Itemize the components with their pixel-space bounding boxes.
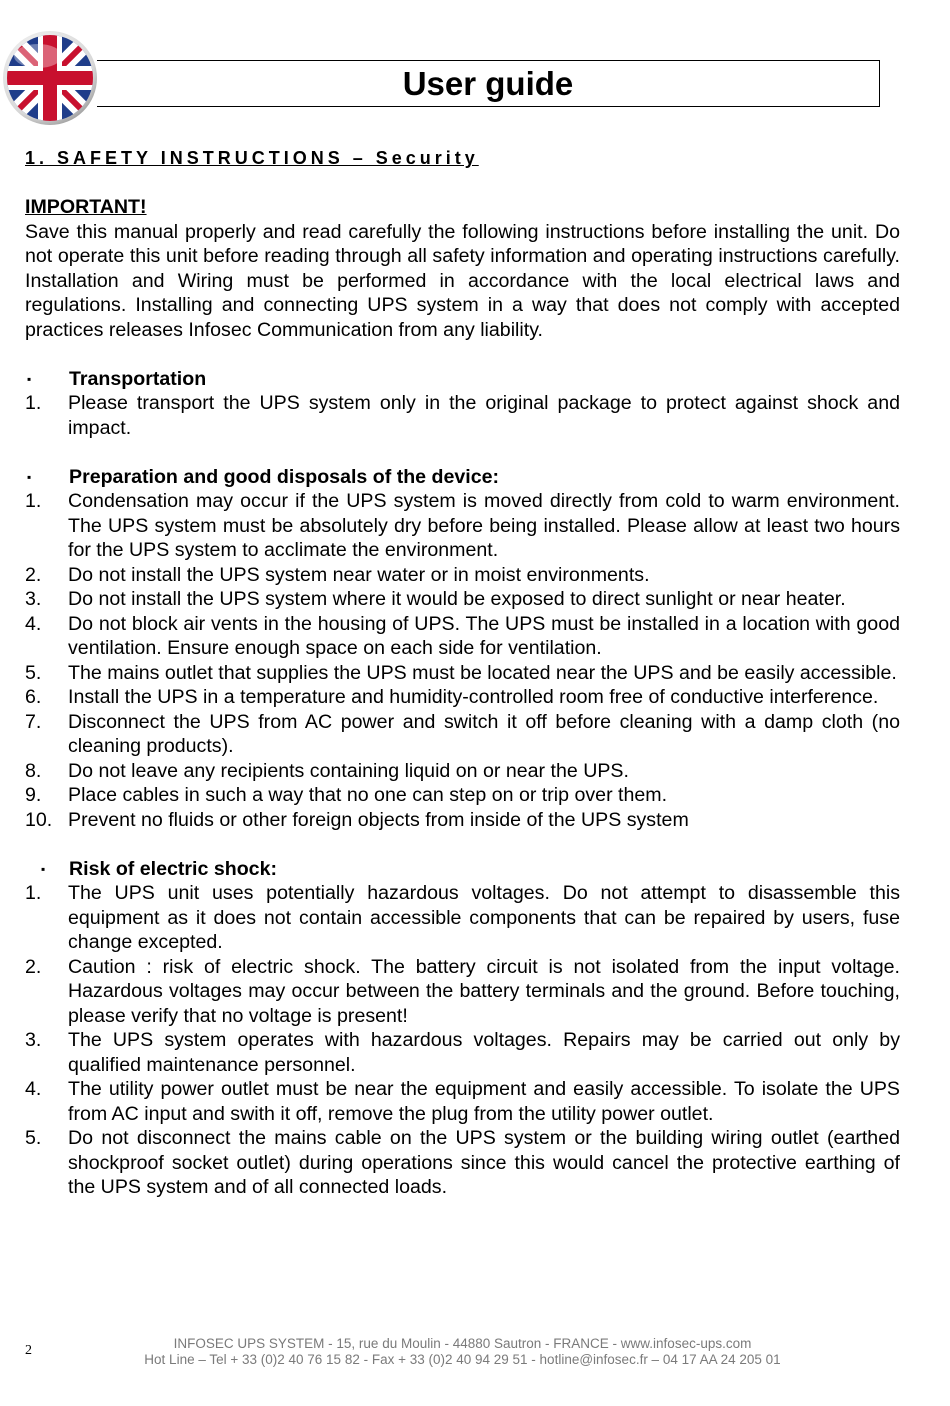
list-item <box>25 881 900 955</box>
important-label: IMPORTANT! <box>25 196 147 218</box>
item-number: 1. <box>25 392 42 414</box>
item-text: Do not install the UPS system where it would be exposed to direct sunlight or near heater. <box>68 588 846 610</box>
item-number: 6. <box>25 686 42 708</box>
item-number: 5. <box>25 661 42 684</box>
instruction-list <box>25 489 900 832</box>
bullet-square-icon: ▪ <box>41 861 46 876</box>
item-text: Install the UPS in a temperature and humidity-controlled room free of conductive interference. <box>68 686 879 708</box>
document-body <box>25 140 900 1200</box>
list-item <box>25 710 900 759</box>
item-text: Do not leave any recipients containing liquid on or near the UPS. <box>68 759 629 782</box>
item-number: 10. <box>25 808 53 831</box>
page-number: 2 <box>25 1343 32 1358</box>
list-item <box>25 612 900 661</box>
bullet-square-icon: ▪ <box>27 469 32 484</box>
item-text: Do not disconnect the mains cable on the UPS system or the building wiring outlet (earthed shockproof socket outlet) during operations since this would cancel the protective earthing of the UPS system and of all connected loads. <box>68 1127 900 1198</box>
group-heading <box>25 367 900 392</box>
title-box <box>97 60 880 107</box>
group-title: Transportation <box>69 367 207 390</box>
group-heading <box>25 465 900 490</box>
item-number: 2. <box>25 955 42 978</box>
item-number: 2. <box>25 563 42 586</box>
group-heading <box>25 857 900 882</box>
item-text: Do not install the UPS system near water or in moist environments. <box>68 563 650 586</box>
item-text: The UPS unit uses potentially hazardous voltages. Do not attempt to disassemble this equipment as it does not contain accessible components that can be repaired by users, fuse change excepted. <box>68 882 900 953</box>
spacer <box>25 342 900 367</box>
footer <box>0 1336 925 1368</box>
item-text: The UPS system operates with hazardous voltages. Repairs may be carried out only by qualified maintenance personnel. <box>68 1029 900 1076</box>
instruction-list <box>25 881 900 1200</box>
list-item <box>25 759 900 784</box>
item-text: Prevent no fluids or other foreign objects from inside of the UPS system <box>68 808 689 831</box>
item-text: Caution : risk of electric shock. The battery circuit is not isolated from the input voltage. Hazardous voltages may occur between the battery terminals and the ground. Before touching, please verify that no voltage is present! <box>68 955 900 1027</box>
item-number: 3. <box>25 588 42 610</box>
bullet-square-icon: ▪ <box>27 371 32 386</box>
item-number: 4. <box>25 612 42 635</box>
item-text: Place cables in such a way that no one can step on or trip over them. <box>68 784 668 806</box>
item-text: Disconnect the UPS from AC power and switch it off before cleaning with a damp cloth (no cleaning products). <box>68 710 900 757</box>
item-number: 1. <box>25 882 42 904</box>
item-text: Condensation may occur if the UPS system is moved directly from cold to warm environment. The UPS system must be absolutely dry before being installed. Please allow at least two hours for the UPS system to acclimate the environment. <box>68 490 900 561</box>
group-title: Preparation and good disposals of the device: <box>69 465 500 488</box>
page-title: User guide <box>402 64 574 102</box>
list-item <box>25 783 900 808</box>
item-number: 5. <box>25 1127 42 1149</box>
list-item <box>25 587 900 612</box>
item-number: 1. <box>25 490 42 512</box>
list-item <box>25 685 900 710</box>
footer-address: INFOSEC UPS SYSTEM - 15, rue du Moulin - 44880 Sautron - FRANCE - www.infosec-ups.com <box>173 1336 752 1351</box>
spacer <box>25 832 900 857</box>
list-item <box>25 391 900 440</box>
footer-contact: Hot Line – Tel + 33 (0)2 40 76 15 82 - Fax + 33 (0)2 40 94 29 51 - hotline@infosec.fr – 04 17 AA 24 205 01 <box>144 1352 781 1367</box>
list-item <box>25 661 900 686</box>
list-item <box>25 1028 900 1077</box>
list-item <box>25 489 900 563</box>
item-number: 7. <box>25 710 42 733</box>
list-item <box>25 955 900 1029</box>
instruction-groups <box>25 342 900 1200</box>
list-item <box>25 808 900 833</box>
item-number: 8. <box>25 759 42 782</box>
list-item <box>25 1126 900 1200</box>
list-item <box>25 563 900 588</box>
spacer <box>25 440 900 465</box>
list-item <box>25 1077 900 1126</box>
item-text: Please transport the UPS system only in the original package to protect against shock and impact. <box>68 392 900 439</box>
union-jack-flag-icon <box>2 30 98 126</box>
instruction-list <box>25 391 900 440</box>
section-heading: 1. SAFETY INSTRUCTIONS – Security <box>25 148 479 168</box>
important-paragraph: Save this manual properly and read carefully the following instructions before installing the unit. Do not operate this unit before reading through all safety information and operating instructions carefully. Installation and Wiring must be performed in accordance with the local electrical laws and regulations. Installing and connecting UPS system in a way that does not comply with accepted practices releases Infosec Communication from any liability. <box>25 220 900 341</box>
item-number: 9. <box>25 784 42 806</box>
item-text: Do not block air vents in the housing of UPS. The UPS must be installed in a location with good ventilation. Ensure enough space on each side for ventilation. <box>68 612 900 659</box>
group-title: Risk of electric shock: <box>69 857 277 880</box>
item-text: The mains outlet that supplies the UPS must be located near the UPS and be easily accessible. <box>68 661 897 684</box>
item-text: The utility power outlet must be near the equipment and easily accessible. To isolate the UPS from AC input and swith it off, remove the plug from the utility power outlet. <box>68 1078 900 1125</box>
item-number: 3. <box>25 1029 42 1051</box>
item-number: 4. <box>25 1078 42 1100</box>
